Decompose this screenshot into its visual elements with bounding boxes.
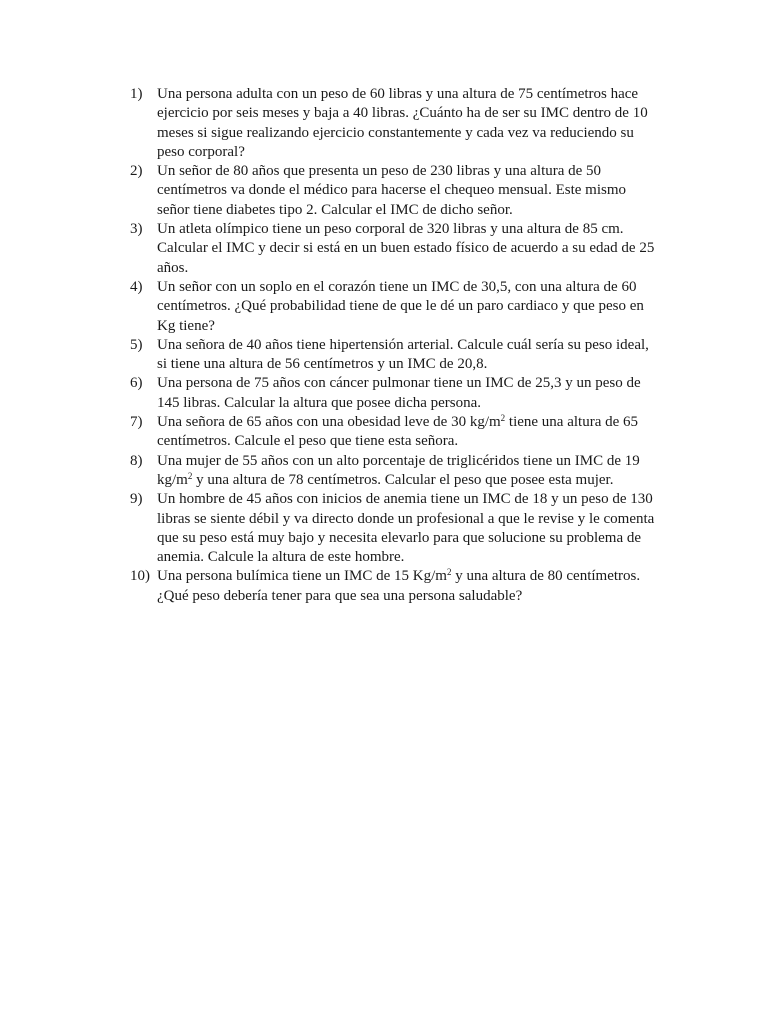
item-number: 10) [130, 568, 150, 585]
item-text: Un atleta olímpico tiene un peso corporal de 320 libras y una altura de 85 cm. Calcular el IMC y decir si está en un buen estado físico de acuerdo a su edad de 25 años. [157, 221, 655, 276]
item-number: 4) [130, 278, 143, 295]
item-text: Un señor de 80 años que presenta un peso de 230 libras y una altura de 50 centímetros va donde el médico para hacerse el chequeo mensual. Este mismo señor tiene diabetes tipo 2. Calcular el IMC de dicho señor. [157, 163, 626, 218]
item-text: Una persona adulta con un peso de 60 libras y una altura de 75 centímetros hace ejercicio por seis meses y baja a 40 libras. ¿Cuánto ha de ser su IMC dentro de 10 meses si sigue realizando ejercicio constantemente y cada vez va reduciendo su peso corporal? [157, 86, 648, 160]
problem-list [130, 85, 662, 606]
superscript: 2 [187, 470, 193, 481]
item-text: Una señora de 40 años tiene hipertensión arterial. Calcule cuál sería su peso ideal, si tiene una altura de 56 centímetros y un IMC de 20,8. [157, 336, 649, 373]
list-item [130, 490, 662, 567]
item-text: Una persona de 75 años con cáncer pulmonar tiene un IMC de 25,3 y un peso de 145 libras. Calcular la altura que posee dicha persona. [157, 375, 641, 411]
item-text-end: y una altura de 80 centímetros. ¿Qué peso debería tener para que sea una persona saludable? [157, 568, 641, 604]
list-item [130, 85, 662, 162]
list-item [130, 162, 662, 220]
item-text-end: tiene una altura de 65 centímetros. Calcule el peso que tiene esta señora. [157, 414, 639, 450]
list-item [130, 452, 662, 491]
item-number: 2) [130, 163, 143, 180]
superscript: 2 [446, 567, 452, 578]
item-text: Un señor con un soplo en el corazón tiene un IMC de 30,5, con una altura de 60 centímetros. ¿Qué probabilidad tiene de que le dé un paro cardiaco y que peso en Kg tiene? [157, 278, 644, 334]
item-text-end: y una altura de 78 centímetros. Calcular el peso que posee esta mujer. [192, 471, 614, 488]
item-text [157, 567, 662, 606]
item-text-start: Una persona bulímica tiene un IMC de 15 Kg/m [157, 568, 447, 585]
list-item [130, 336, 662, 375]
item-number: 8) [130, 452, 143, 469]
item-number: 5) [130, 336, 143, 353]
superscript: 2 [500, 413, 506, 424]
item-text: Un hombre de 45 años con inicios de anemia tiene un IMC de 18 y un peso de 130 libras se siente débil y va directo donde un profesional a que le revise y le comenta que su peso está muy bajo y necesita elevarlo para que solucione su problema de anemia. Calcule la altura de este hombre. [157, 491, 655, 566]
list-item [130, 220, 662, 278]
list-item [130, 567, 662, 606]
item-text [157, 413, 662, 452]
list-item [130, 278, 662, 336]
list-item [130, 374, 662, 413]
list-item [130, 413, 662, 452]
item-text-start: Una señora de 65 años con una obesidad leve de 30 kg/m [157, 414, 501, 431]
item-number: 3) [130, 221, 143, 238]
item-number: 6) [130, 375, 143, 392]
item-text [157, 452, 662, 491]
item-number: 9) [130, 491, 143, 508]
item-number: 7) [130, 414, 143, 431]
item-text-start: Una mujer de 55 años con un alto porcentaje de triglicéridos tiene un IMC de 19 kg/m [157, 452, 640, 488]
item-number: 1) [130, 86, 143, 102]
